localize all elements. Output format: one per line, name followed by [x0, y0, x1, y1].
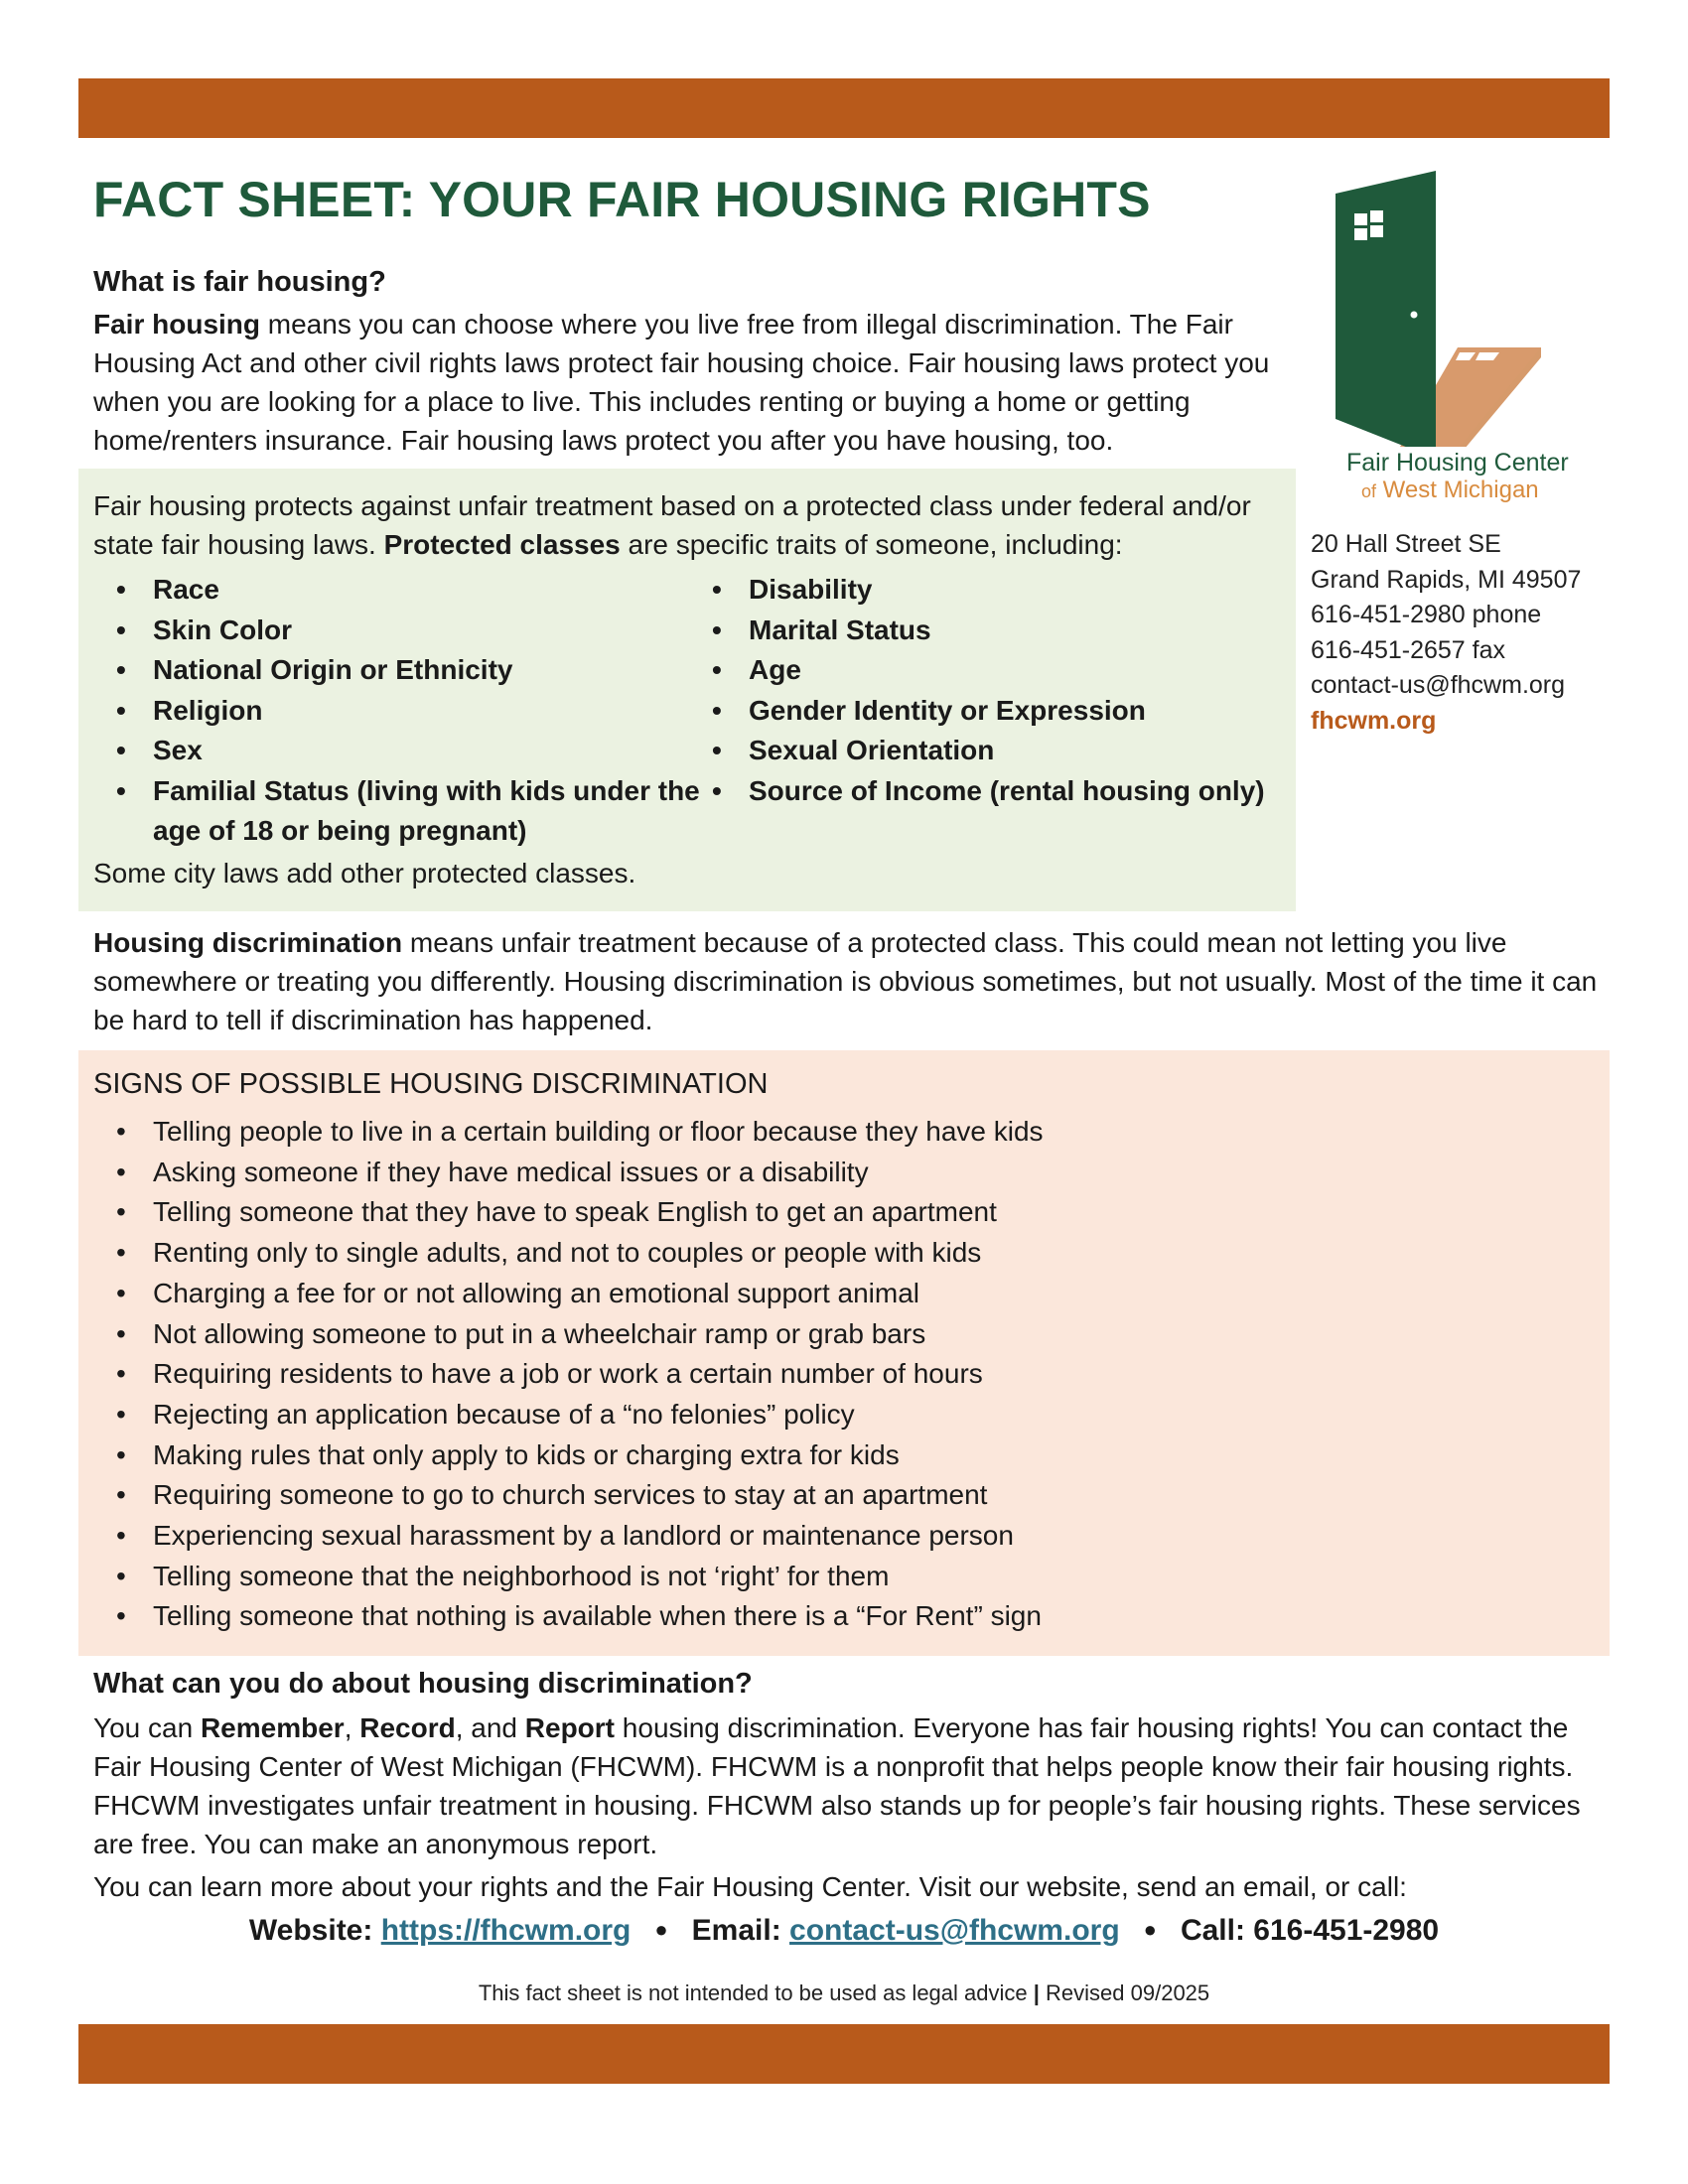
action-record: Record [359, 1712, 456, 1743]
sign-item: • Requiring residents to have a job or work a certain number of hours [93, 1354, 1583, 1395]
protected-classes-box [78, 469, 1296, 911]
footer-revised: Revised 09/2025 [1046, 1980, 1210, 2005]
footer-disclaimer: This fact sheet is not intended to be used as legal advice [478, 1980, 1028, 2005]
bottom-accent-bar [78, 2024, 1610, 2084]
sign-item: • Charging a fee for or not allowing an emotional support animal [93, 1274, 1583, 1314]
action-section [93, 1668, 1603, 1906]
logo-of: of [1361, 481, 1377, 501]
sign-item: • Experiencing sexual harassment by a landlord or maintenance person [93, 1516, 1583, 1557]
protected-class-item: • Age [689, 650, 1305, 691]
protected-class-item: • Skin Color [93, 611, 709, 651]
top-accent-bar [78, 78, 1610, 138]
protected-class-item: • National Origin or Ethnicity [93, 650, 709, 691]
separator-dot: ● [654, 1917, 668, 1942]
fax-line: 616-451-2657 fax [1311, 635, 1505, 664]
intro-text: means you can choose where you live free from illegal discrimination. The Fair Housing Act and other civil rights laws protect fair housing choice. Fair housing laws protect you when you are looking for a place to live. This includes renting or buying a home or getting home/renters insurance. Fair housing laws protect you after you have housing, too. [93, 309, 1270, 456]
website-link[interactable]: fhcwm.org [1311, 706, 1437, 735]
page-title: FACT SHEET: YOUR FAIR HOUSING RIGHTS [93, 172, 1151, 227]
separator-dot: ● [1143, 1917, 1157, 1942]
footer-divider: | [1033, 1980, 1040, 2005]
signs-heading: SIGNS OF POSSIBLE HOUSING DISCRIMINATION [93, 1068, 769, 1100]
signs-box [78, 1050, 1610, 1656]
protected-class-item: • Marital Status [689, 611, 1305, 651]
discrimination-text: means unfair treatment because of a protected class. This could mean not letting you live somewhere or treating you differently. Housing discrimination is obvious sometimes, but not usually. Most of the time it can be hard to tell if discrimination has happened. [93, 927, 1598, 1035]
address-line-1: 20 Hall Street SE [1311, 530, 1501, 558]
protected-class-item: • Gender Identity or Expression [689, 691, 1305, 732]
logo-wordmark [1311, 449, 1609, 505]
sign-item: • Telling people to live in a certain building or floor because they have kids [93, 1112, 1583, 1153]
email-label: Email: [691, 1914, 790, 1947]
protected-class-item: • Disability [689, 570, 1305, 611]
learn-more-text: You can learn more about your rights and the Fair Housing Center. Visit our website, send an email, or call: [93, 1871, 1407, 1902]
phone-line: 616-451-2980 phone [1311, 601, 1542, 628]
protected-text-before: Fair housing protects against unfair treatment based on a protected class under federal and/or state fair housing laws. [93, 490, 1251, 560]
sign-item: • Telling someone that nothing is available when there is a “For Rent” sign [93, 1596, 1583, 1637]
intro-heading: What is fair housing? [93, 266, 386, 298]
protected-term: Protected classes [383, 529, 621, 560]
discrimination-section [93, 923, 1603, 1039]
contact-line [0, 1914, 1688, 1948]
action-t4: housing discrimination. Everyone has fair housing rights! You can contact the Fair Housing Center of West Michigan (FHCWM). FHCWM is a nonprofit that helps people know their fair housing rights. FHCWM investigates unfair treatment in housing. FHCWM also stands up for people’s fair housing rights. These services are free. You can make an anonymous report. [93, 1712, 1581, 1859]
org-sidebar [1311, 169, 1609, 739]
action-paragraph [93, 1708, 1603, 1863]
protected-class-item: • Sexual Orientation [689, 731, 1305, 771]
email-line[interactable]: contact-us@fhcwm.org [1311, 671, 1566, 699]
sign-item: • Requiring someone to go to church services to stay at an apartment [93, 1475, 1583, 1516]
protected-text-after: are specific traits of someone, including: [620, 529, 1123, 560]
signs-list [93, 1112, 1583, 1637]
call-text: Call: 616-451-2980 [1180, 1914, 1440, 1947]
sign-item: • Telling someone that they have to speak English to get an apartment [93, 1192, 1583, 1233]
sign-item: • Making rules that only apply to kids or charging extra for kids [93, 1435, 1583, 1476]
discrimination-term: Housing discrimination [93, 927, 403, 958]
intro-section [93, 266, 1285, 460]
org-contact-block [1311, 527, 1609, 739]
protected-list-left [93, 570, 709, 852]
protected-class-item: • Sex [93, 731, 709, 771]
logo-west-michigan: West Michigan [1376, 477, 1539, 503]
protected-class-item: • Familial Status (living with kids under the age of 18 or being pregnant) [93, 771, 709, 852]
protected-note: Some city laws add other protected classes. [93, 858, 636, 888]
protected-intro [93, 486, 1285, 564]
action-heading: What can you do about housing discrimination? [93, 1668, 753, 1700]
intro-paragraph [93, 305, 1285, 460]
sign-item: • Not allowing someone to put in a wheelchair ramp or grab bars [93, 1314, 1583, 1355]
sign-item: • Asking someone if they have medical issues or a disability [93, 1153, 1583, 1193]
action-t3: , and [455, 1712, 525, 1743]
sign-item: • Rejecting an application because of a “no felonies” policy [93, 1395, 1583, 1435]
action-report: Report [524, 1712, 616, 1743]
action-remember: Remember [200, 1712, 345, 1743]
address-line-2: Grand Rapids, MI 49507 [1311, 565, 1582, 594]
sign-item: • Telling someone that the neighborhood is not ‘right’ for them [93, 1557, 1583, 1597]
door-house-icon [1311, 169, 1569, 447]
protected-class-item: • Religion [93, 691, 709, 732]
discrimination-paragraph [93, 923, 1603, 1039]
action-t1: You can [93, 1712, 201, 1743]
action-t2: , [344, 1712, 360, 1743]
sign-item: • Renting only to single adults, and not to couples or people with kids [93, 1233, 1583, 1274]
footer-note [0, 1980, 1688, 2006]
protected-class-item: • Source of Income (rental housing only) [689, 771, 1305, 812]
protected-list-right [689, 570, 1305, 811]
logo-line-2 [1346, 477, 1609, 505]
logo-line-1: Fair Housing Center [1346, 449, 1569, 477]
intro-term: Fair housing [93, 309, 260, 340]
website-label: Website: [248, 1914, 381, 1947]
email-link[interactable]: contact-us@fhcwm.org [789, 1914, 1120, 1947]
website-url-link[interactable]: https://fhcwm.org [380, 1914, 632, 1947]
protected-class-item: • Race [93, 570, 709, 611]
